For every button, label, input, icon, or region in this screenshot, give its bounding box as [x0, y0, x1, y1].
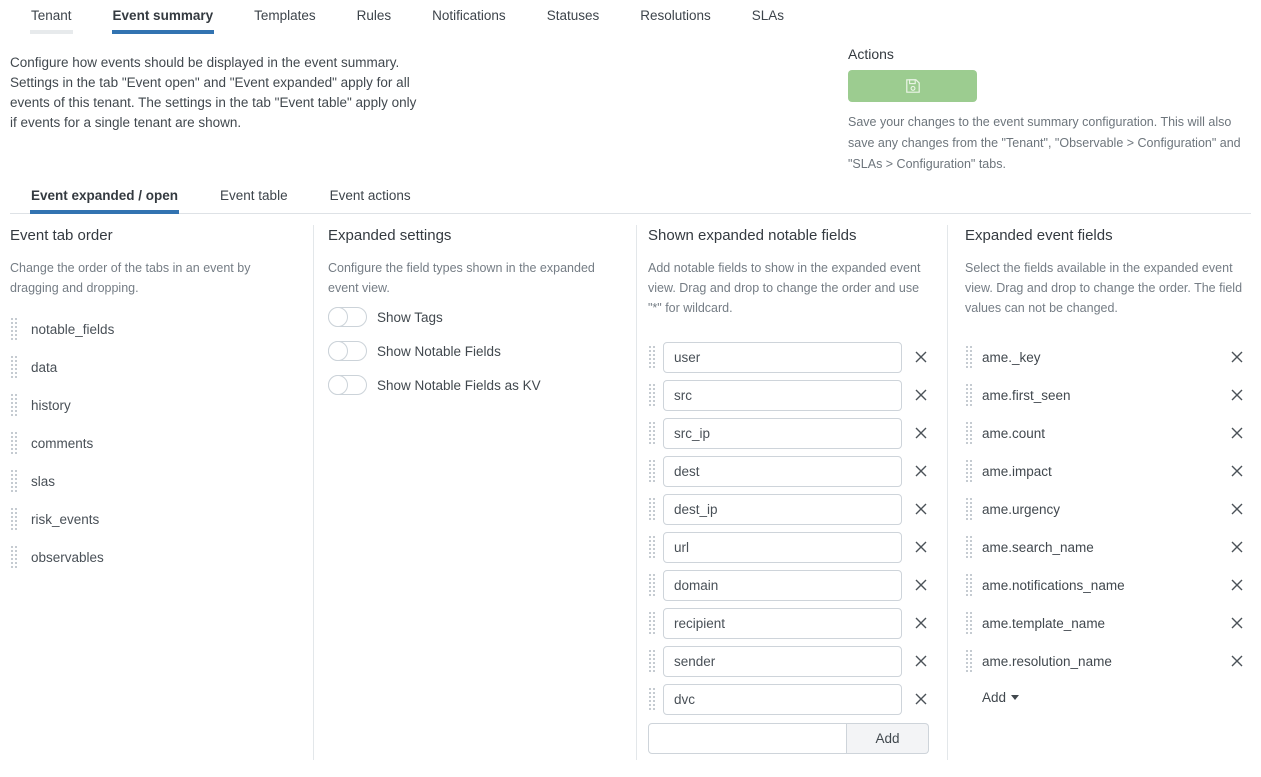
- drag-handle-icon[interactable]: [10, 316, 19, 342]
- event-field-row: [965, 604, 1245, 642]
- tab-order-label: risk_events: [31, 511, 100, 527]
- intro-text: Configure how events should be displayed in the event summary. Settings in the tab "Event open" and "Event expanded" apply for all events of this tenant. The settings in the tab "Event table" apply only if events for a single tenant are shown.: [10, 55, 417, 130]
- notable-field-input[interactable]: [663, 418, 902, 449]
- notable-field-input[interactable]: [663, 684, 902, 715]
- remove-field-button[interactable]: [913, 425, 929, 441]
- close-icon: [1229, 577, 1245, 593]
- tab-order-label: notable_fields: [31, 321, 115, 337]
- close-icon: [1229, 349, 1245, 365]
- tab-statuses[interactable]: Statuses: [546, 8, 600, 23]
- toggle-label: Show Notable Fields as KV: [377, 377, 541, 393]
- event-fields-title: Expanded event fields: [965, 227, 1113, 244]
- close-icon: [1229, 539, 1245, 555]
- tab-order-item[interactable]: [10, 386, 301, 424]
- drag-handle-icon[interactable]: [965, 496, 974, 522]
- subtab-event-table[interactable]: Event table: [220, 188, 288, 203]
- event-tab-order-title: Event tab order: [10, 227, 113, 244]
- add-field-group: [648, 723, 929, 754]
- notable-field-row: [648, 376, 929, 414]
- notable-field-input[interactable]: [663, 456, 902, 487]
- drag-handle-icon[interactable]: [965, 344, 974, 370]
- toggle-show-tags[interactable]: [328, 307, 624, 327]
- event-field-label: ame.impact: [982, 463, 1052, 479]
- event-field-row: [965, 528, 1245, 566]
- close-icon: [1229, 615, 1245, 631]
- toggle-switch-icon[interactable]: [328, 375, 367, 395]
- expanded-settings-panel: [328, 225, 637, 760]
- close-icon: [1229, 463, 1245, 479]
- drag-handle-icon[interactable]: [10, 354, 19, 380]
- event-field-row: [965, 452, 1245, 490]
- event-field-row: [965, 376, 1245, 414]
- tab-tenant[interactable]: Tenant: [30, 0, 73, 34]
- toggle-list: [328, 307, 624, 395]
- tab-order-item[interactable]: [10, 500, 301, 538]
- toggle-switch-icon[interactable]: [328, 341, 367, 361]
- remove-field-button[interactable]: [913, 691, 929, 707]
- drag-handle-icon[interactable]: [648, 648, 657, 674]
- notable-field-input[interactable]: [663, 342, 902, 373]
- add-field-input[interactable]: [648, 723, 847, 754]
- event-field-row: [965, 490, 1245, 528]
- notable-field-row: [648, 338, 929, 376]
- drag-handle-icon[interactable]: [10, 392, 19, 418]
- remove-field-button[interactable]: [913, 653, 929, 669]
- tab-rules[interactable]: Rules: [356, 8, 392, 23]
- drag-handle-icon[interactable]: [648, 496, 657, 522]
- tab-order-label: data: [31, 359, 58, 375]
- drag-handle-icon[interactable]: [648, 344, 657, 370]
- drag-handle-icon[interactable]: [965, 610, 974, 636]
- tab-order-label: slas: [31, 473, 56, 489]
- save-button[interactable]: [848, 70, 977, 102]
- notable-field-row: [648, 566, 929, 604]
- tab-notifications[interactable]: Notifications: [432, 8, 506, 23]
- tab-order-item[interactable]: [10, 424, 301, 462]
- remove-field-button[interactable]: [1229, 349, 1245, 365]
- close-icon: [913, 539, 929, 555]
- drag-handle-icon[interactable]: [965, 648, 974, 674]
- event-fields-list: [965, 338, 1245, 707]
- notable-field-row: [648, 490, 929, 528]
- event-fields-panel: [965, 225, 1251, 760]
- save-help-text: Save your changes to the event summary configuration. This will also save any changes from the "Tenant", "Observable > Configuration" and "SLAs > Configuration" tabs.: [848, 115, 1241, 171]
- event-fields-description: Select the fields available in the expanded event view. Drag and drop to change the order. The field values can not be changed.: [965, 261, 1243, 315]
- notable-field-row: [648, 528, 929, 566]
- event-tab-order-list: [10, 310, 301, 576]
- drag-handle-icon[interactable]: [10, 468, 19, 494]
- close-icon: [913, 577, 929, 593]
- close-icon: [913, 349, 929, 365]
- drag-handle-icon[interactable]: [965, 572, 974, 598]
- drag-handle-icon[interactable]: [10, 430, 19, 456]
- close-icon: [1229, 501, 1245, 517]
- tab-resolutions[interactable]: Resolutions: [640, 8, 711, 23]
- remove-field-button[interactable]: [1229, 615, 1245, 631]
- remove-field-button[interactable]: [1229, 387, 1245, 403]
- event-field-label: ame.search_name: [982, 539, 1094, 555]
- notable-field-input[interactable]: [663, 494, 902, 525]
- notable-field-row: [648, 604, 929, 642]
- tab-order-item[interactable]: [10, 348, 301, 386]
- remove-field-button[interactable]: [1229, 577, 1245, 593]
- close-icon: [913, 425, 929, 441]
- event-field-row: [965, 338, 1245, 376]
- remove-field-button[interactable]: [1229, 653, 1245, 669]
- drag-handle-icon[interactable]: [10, 544, 19, 570]
- drag-handle-icon[interactable]: [648, 420, 657, 446]
- event-field-label: ame.urgency: [982, 501, 1061, 517]
- close-icon: [913, 501, 929, 517]
- tab-order-item[interactable]: [10, 462, 301, 500]
- remove-field-button[interactable]: [1229, 501, 1245, 517]
- notable-field-input[interactable]: [663, 646, 902, 677]
- tab-event-summary[interactable]: Event summary: [112, 0, 215, 34]
- notable-field-input[interactable]: [663, 570, 902, 601]
- event-field-row: [965, 414, 1245, 452]
- remove-field-button[interactable]: [1229, 425, 1245, 441]
- close-icon: [1229, 653, 1245, 669]
- notable-field-input[interactable]: [663, 608, 902, 639]
- caret-down-icon: [1011, 695, 1019, 700]
- remove-field-button[interactable]: [913, 501, 929, 517]
- notable-field-input[interactable]: [663, 532, 902, 563]
- floppy-disk-save-icon: [905, 78, 921, 94]
- drag-handle-icon[interactable]: [648, 686, 657, 712]
- drag-handle-icon[interactable]: [965, 534, 974, 560]
- toggle-label: Show Tags: [377, 309, 443, 325]
- notable-fields-description: Add notable fields to show in the expanded event view. Drag and drop to change the order and use "*" for wildcard.: [648, 261, 921, 315]
- subtab-event-actions[interactable]: Event actions: [329, 188, 411, 203]
- drag-handle-icon[interactable]: [648, 458, 657, 484]
- drag-handle-icon[interactable]: [648, 572, 657, 598]
- drag-handle-icon[interactable]: [648, 534, 657, 560]
- tab-slas[interactable]: SLAs: [751, 8, 785, 23]
- close-icon: [1229, 387, 1245, 403]
- toggle-show-notable-fields[interactable]: [328, 341, 624, 361]
- tab-order-item[interactable]: [10, 538, 301, 576]
- actions-panel: [848, 46, 1253, 175]
- remove-field-button[interactable]: [913, 577, 929, 593]
- close-icon: [913, 653, 929, 669]
- notable-fields-title: Shown expanded notable fields: [648, 227, 857, 244]
- add-event-field-dropdown[interactable]: [982, 690, 1019, 705]
- subtab-event-expanded-open[interactable]: Event expanded / open: [30, 180, 179, 214]
- main-tab-bar: [0, 0, 1261, 34]
- tab-templates[interactable]: Templates: [254, 8, 316, 23]
- notable-field-row: [648, 642, 929, 680]
- add-dropdown-label: Add: [982, 690, 1007, 705]
- close-icon: [1229, 425, 1245, 441]
- tab-order-label: comments: [31, 435, 94, 451]
- drag-handle-icon[interactable]: [648, 610, 657, 636]
- notable-fields-panel: [648, 225, 948, 760]
- notable-fields-list: [648, 338, 929, 754]
- remove-field-button[interactable]: [913, 387, 929, 403]
- event-tab-order-description: Change the order of the tabs in an event by dragging and dropping.: [10, 261, 251, 295]
- close-icon: [913, 463, 929, 479]
- close-icon: [913, 691, 929, 707]
- event-field-label: ame.template_name: [982, 615, 1106, 631]
- toggle-label: Show Notable Fields: [377, 343, 501, 359]
- event-tab-order-panel: [10, 225, 314, 760]
- event-field-row: [965, 566, 1245, 604]
- actions-title: Actions: [848, 46, 894, 62]
- remove-field-button[interactable]: [1229, 463, 1245, 479]
- expanded-settings-title: Expanded settings: [328, 227, 452, 244]
- drag-handle-icon[interactable]: [965, 420, 974, 446]
- remove-field-button[interactable]: [1229, 539, 1245, 555]
- notable-field-row: [648, 680, 929, 718]
- tab-order-label: history: [31, 397, 71, 413]
- event-field-label: ame.count: [982, 425, 1046, 441]
- event-field-row: [965, 642, 1245, 680]
- expanded-settings-description: Configure the field types shown in the expanded event view.: [328, 261, 595, 295]
- drag-handle-icon[interactable]: [10, 506, 19, 532]
- drag-handle-icon[interactable]: [648, 382, 657, 408]
- add-field-button[interactable]: Add: [847, 723, 929, 754]
- remove-field-button[interactable]: [913, 349, 929, 365]
- remove-field-button[interactable]: [913, 539, 929, 555]
- event-field-label: ame.notifications_name: [982, 577, 1125, 593]
- tab-order-label: observables: [31, 549, 104, 565]
- toggle-switch-icon[interactable]: [328, 307, 367, 327]
- close-icon: [913, 615, 929, 631]
- notable-field-input[interactable]: [663, 380, 902, 411]
- notable-field-row: [648, 452, 929, 490]
- remove-field-button[interactable]: [913, 463, 929, 479]
- event-field-label: ame._key: [982, 349, 1041, 365]
- remove-field-button[interactable]: [913, 615, 929, 631]
- sub-tab-bar: [10, 180, 1251, 214]
- notable-field-row: [648, 414, 929, 452]
- close-icon: [913, 387, 929, 403]
- drag-handle-icon[interactable]: [965, 458, 974, 484]
- drag-handle-icon[interactable]: [965, 382, 974, 408]
- event-field-label: ame.first_seen: [982, 387, 1071, 403]
- toggle-show-notable-fields-kv[interactable]: [328, 375, 624, 395]
- tab-order-item[interactable]: [10, 310, 301, 348]
- event-field-label: ame.resolution_name: [982, 653, 1112, 669]
